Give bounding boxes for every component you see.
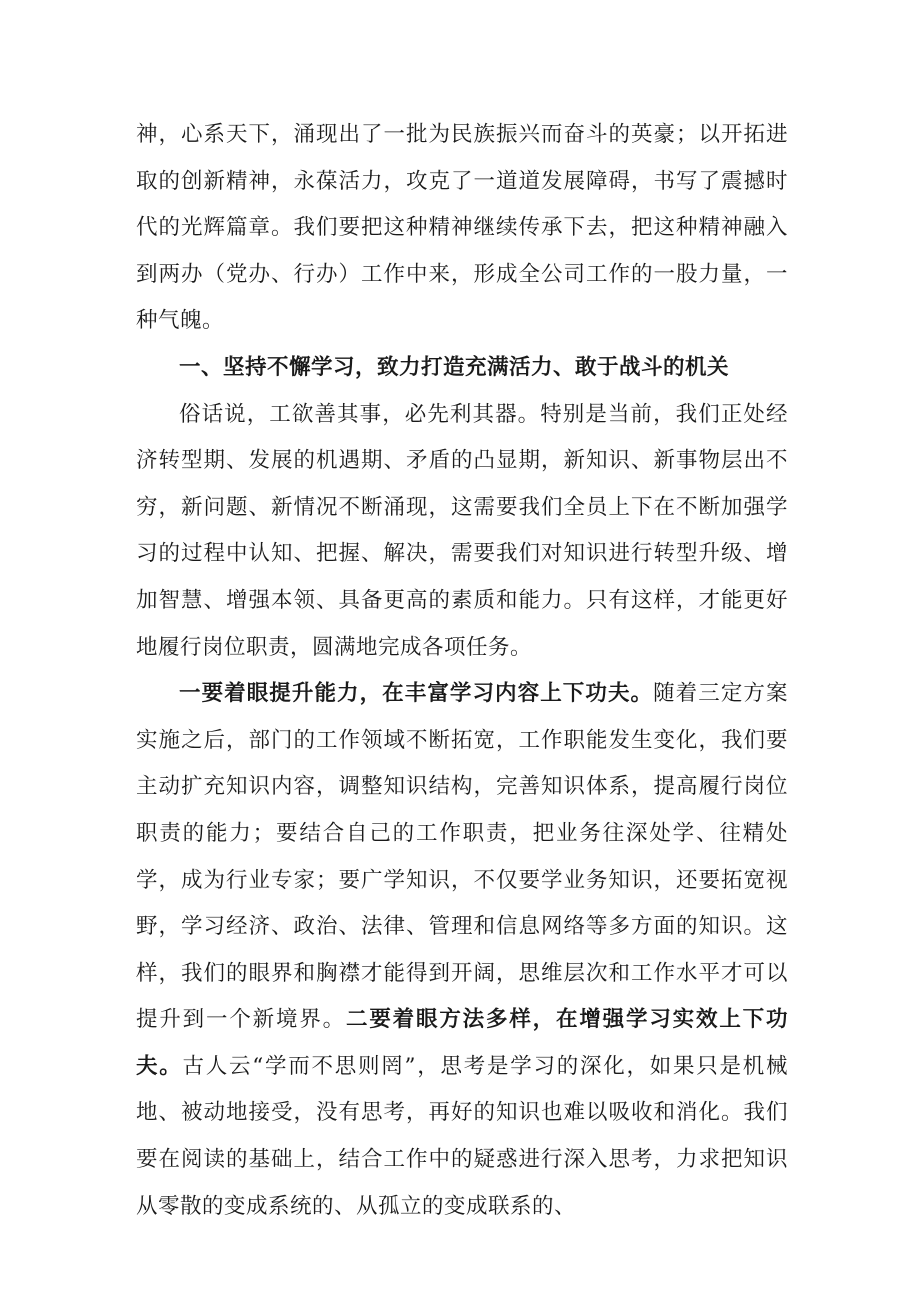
paragraph-section-1-points [136, 671, 788, 1230]
point-2-lead: 二要着眼方法多样，在增强学习实效上下功夫。 [136, 1007, 788, 1079]
paragraph-intro-continuation: 神，心系天下，涌现出了一批为民族振兴而奋斗的英豪；以开拓进取的创新精神，永葆活力，攻克了一道道发展障碍，书写了震撼时代的光辉篇章。我们要把这种精神继续传承下去，把这种精神融入到两办（党办、行办）工作中来，形成全公司工作的一股力量，一种气魄。 [136, 122, 788, 334]
section-heading-1: 一、坚持不懈学习，致力打造充满活力、敢于战斗的机关 [179, 354, 730, 380]
point-2-body: 古人云“学而不思则罔”，思考是学习的深化，如果只是机械地、被动地接受，没有思考，再好的知识也难以吸收和消化。我们要在阅读的基础上，结合工作中的疑惑进行深入思考，力求把知识从零散的变成系统的、从孤立的变成联系的、 [136, 1053, 788, 1219]
paragraph-section-1-intro: 俗话说，工欲善其事，必先利其器。特别是当前，我们正处经济转型期、发展的机遇期、矛盾的凸显期，新知识、新事物层出不穷，新问题、新情况不断涌现，这需要我们全员上下在不断加强学习的过程中认知、把握、解决，需要我们对知识进行转型升级、增加智慧、增强本领、具备更高的素质和能力。只有这样，才能更好地履行岗位职责，圆满地完成各项任务。 [136, 401, 788, 660]
document-body [136, 112, 788, 1230]
point-1-lead: 一要着眼提升能力，在丰富学习内容上下功夫。 [179, 681, 654, 707]
point-1-body: 随着三定方案实施之后，部门的工作领域不断拓宽，工作职能发生变化，我们要主动扩充知识内容，调整知识结构，完善知识体系，提高履行岗位职责的能力；要结合自己的工作职责，把业务往深处学、往精处学，成为行业专家；要广学知识，不仅要学业务知识，还要拓宽视野，学习经济、政治、法律、管理和信息网络等多方面的知识。这样，我们的眼界和胸襟才能得到开阔，思维层次和工作水平才可以提升到一个新境界。 [136, 681, 788, 1033]
